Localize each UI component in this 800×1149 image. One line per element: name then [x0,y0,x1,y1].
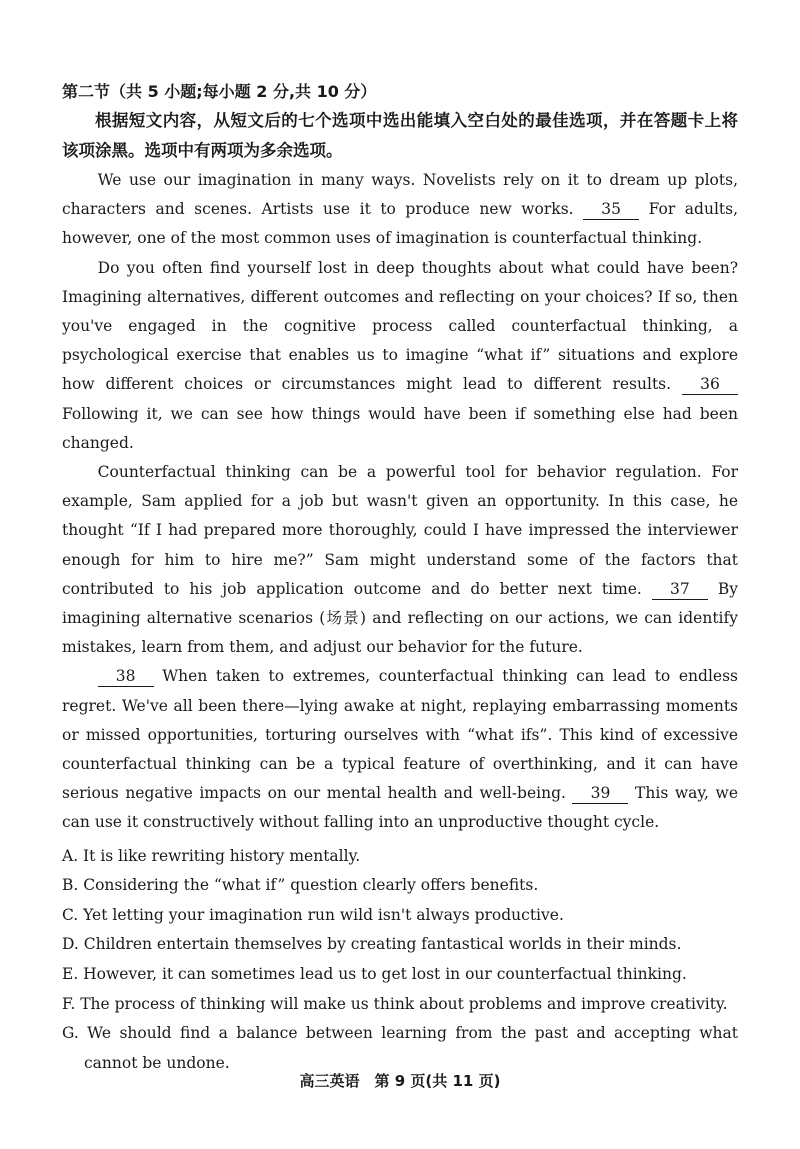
paragraph-text: This way, we can use it constructively without falling into an unproductive thought cycle. [62,784,738,832]
option-e: E. However, it can sometimes lead us to get lost in our counterfactual thinking. [62,965,687,984]
option-d: D. Children entertain themselves by creating fantastical worlds in their minds. [62,935,682,954]
section-title: 第二节（共 5 小题;每小题 2 分,共 10 分） [62,82,377,101]
answer-blank-38: 38 [98,666,154,687]
section-instructions: 根据短文内容，从短文后的七个选项中选出能填入空白处的最佳选项，并在答题卡上将该项涂黑。选项中有两项为多余选项。 [62,111,738,160]
option-a: A. It is like rewriting history mentally. [62,846,361,865]
option-g: G. We should find a balance between learning from the past and accepting what cannot be undone. [62,1024,738,1072]
options-list [62,842,738,1079]
option-c: C. Yet letting your imagination run wild isn't always productive. [62,905,564,924]
paragraph-text: By imagining alternative scenarios (场景) and reflecting on our actions, we can identify mistakes, learn from them, and adjust our behavior for the future. [62,579,738,657]
paragraph-text: Following it, we can see how things would have been if something else had been changed. [62,404,738,452]
option-b: B. Considering the “what if” question clearly offers benefits. [62,876,539,895]
paragraph-text: Counterfactual thinking can be a powerful tool for behavior regulation. For example, Sam applied for a job but wasn't given an opportunity. In this case, he thought “If I had prepared more thoroughly, could I have impressed the interviewer enough for him to hire me?” Sam might understand some of the factors that contributed to his job application outcome and do better next time. [62,463,738,598]
passage-paragraph-4 [62,662,738,837]
answer-blank-37: 37 [652,579,708,600]
paragraph-text: When taken to extremes, counterfactual thinking can lead to endless regret. We've all been there—lying awake at night, replaying embarrassing moments or missed opportunities, torturing ourselves with “what ifs”. This kind of excessive counterfactual thinking can be a typical feature of overthinking, and it can have serious negative impacts on our mental health and well-being. [62,667,738,803]
page-footer: 高三英语 第 9 页(共 11 页) [299,1072,501,1090]
answer-blank-39: 39 [572,783,628,804]
passage-paragraph-3 [62,458,738,662]
paragraph-text: We use our imagination in many ways. Novelists rely on it to dream up plots, characters and scenes. Artists use it to produce new works. [62,171,738,219]
passage-paragraph-2 [62,254,738,458]
answer-blank-36: 36 [682,374,738,395]
paragraph-text: For adults, however, one of the most common uses of imagination is counterfactual thinking. [62,200,739,248]
option-f: F. The process of thinking will make us think about problems and improve creativity. [62,994,728,1013]
answer-blank-35: 35 [583,199,639,220]
paragraph-text: Do you often find yourself lost in deep thoughts about what could have been? Imagining alternatives, different outcomes and reflecting on your choices? If so, then you've engaged in the cognitive process called counterfactual thinking, a psychological exercise that enables us to imagine “what if” situations and explore how different choices or circumstances might lead to different results. [62,258,738,394]
exam-page [62,78,738,1078]
passage-paragraph-1 [62,166,738,254]
